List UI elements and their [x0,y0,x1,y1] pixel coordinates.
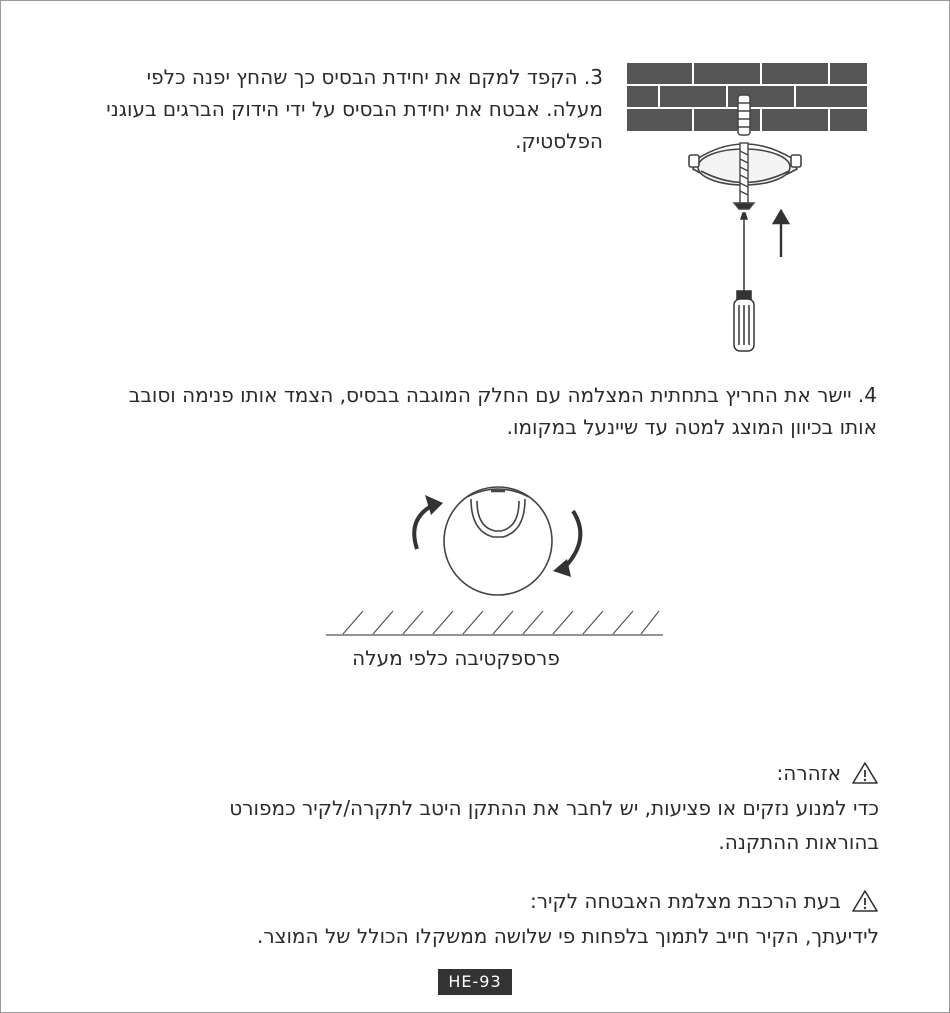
wall-mount-illustration [621,59,871,359]
warning-title-1 [401,761,879,785]
warning-title-text: בעת הרכבת מצלמת האבטחה לקיר: [530,889,841,913]
step-4-text: 4. יישר את החריץ בתחתית המצלמה עם החלק המוגבה בבסיס, הצמד אותו פנימה וסובב אותו בכיוון המוצג למטה עד שיינעל במקומו. [128,383,877,439]
rotation-illustration [321,479,671,644]
page-number-badge: HE-93 [438,969,512,995]
arrow-up-icon [774,211,788,257]
warning-body-1: כדי למנוע נזקים או פציעות, יש לחבר את ההתקן היטב לתקרה/לקיר כמפורט בהוראות ההתקנה. [229,796,879,854]
warning-title-2 [401,889,879,913]
ground-hatching [326,611,663,635]
warning-title-text: אזהרה: [776,761,841,785]
rotate-arrow-right-icon [565,511,580,567]
step-3-text: 3. הקפד למקם את יחידת הבסיס כך שהחץ יפנה כלפי מעלה. אבטח את יחידת הבסיס על ידי הידוק הברגים בעוגני הפלסטיק. [106,65,603,153]
perspective-caption: פרספקטיבה כלפי מעלה [352,646,560,670]
camera-dome [444,487,552,595]
screwdriver [734,213,754,351]
plastic-anchor [738,95,750,135]
warning-body-2: לידיעתך, הקיר חייב לתמוך בלפחות פי שלושה ממשקלו הכולל של המוצר. [256,924,879,948]
warning-triangle-icon [851,761,879,785]
warning-triangle-icon [851,889,879,913]
